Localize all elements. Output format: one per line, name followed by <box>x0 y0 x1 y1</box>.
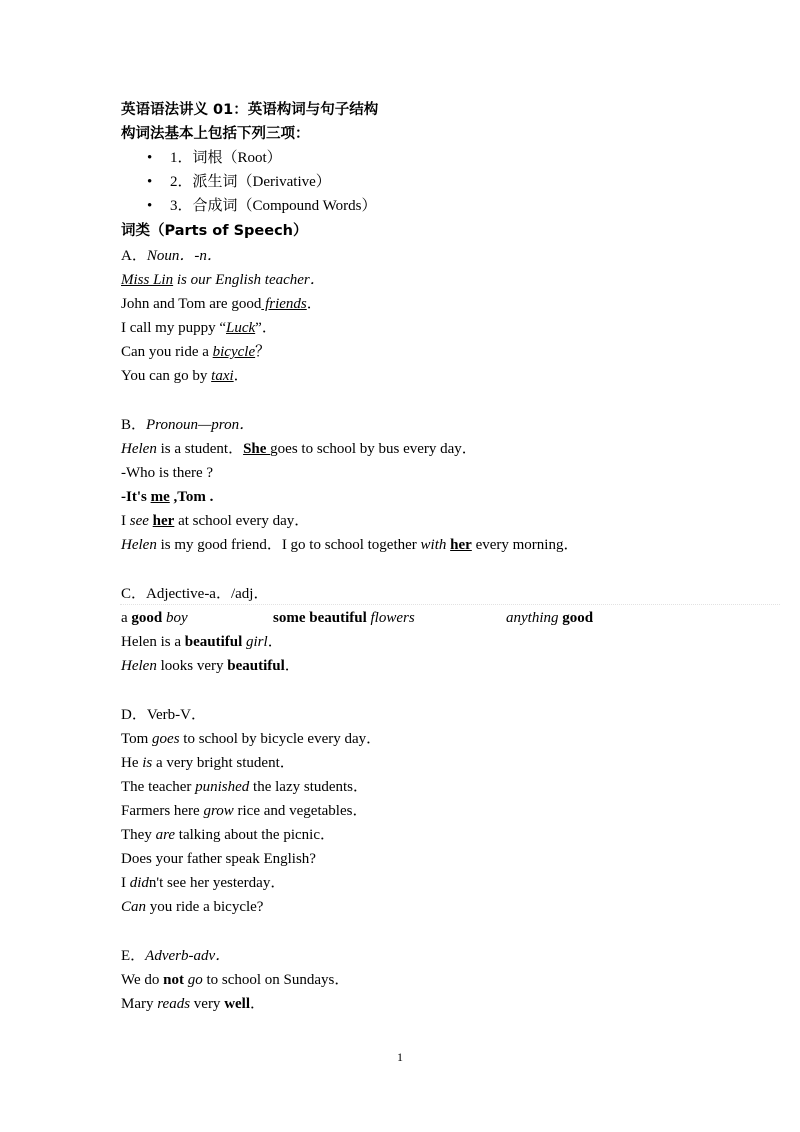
pronoun-example-4: I see her at school every day． <box>121 513 310 529</box>
section-d-heading: D．Verb-V． <box>121 707 206 723</box>
noun-example-4: Can you ride a bicycle？ <box>121 344 271 360</box>
adjective-example-3: Helen looks very beautiful． <box>121 658 300 674</box>
page-number: 1 <box>397 1050 403 1064</box>
noun-example-2: John and Tom are good friends． <box>121 296 322 312</box>
verb-example-2: He is a very bright student． <box>121 755 295 771</box>
verb-example-4: Farmers here grow rice and vegetables． <box>121 803 368 819</box>
pronoun-example-3: -It's me ,Tom . <box>121 489 214 505</box>
bullet-compound: 3．合成词（Compound Words） <box>170 198 377 214</box>
pronoun-example-1: Helen is a student．She goes to school by bus every day． <box>121 441 477 457</box>
verb-example-1: Tom goes to school by bicycle every day． <box>121 731 382 747</box>
adjective-example-1a: a good boy <box>121 610 188 626</box>
document-title: 英语语法讲义 01：英语构词与句子结构 <box>121 102 379 118</box>
dotted-divider <box>120 604 780 605</box>
section-e-heading: E．Adverb-adv． <box>121 948 231 964</box>
pronoun-example-5: Helen is my good friend．I go to school together with her every morning． <box>121 537 579 553</box>
bullet-dot: • <box>147 198 153 214</box>
adjective-example-1c: anything good <box>506 610 594 626</box>
section-a-heading: A．Noun．-n． <box>121 248 222 264</box>
bullet-dot: • <box>147 174 153 190</box>
noun-example-3: I call my puppy “Luck”． <box>121 320 277 336</box>
adjective-example-1b: some beautiful flowers <box>273 610 415 626</box>
verb-example-8: Can you ride a bicycle? <box>121 899 264 915</box>
noun-example-1: Miss Lin is our English teacher． <box>121 272 325 288</box>
noun-example-5: You can go by taxi． <box>121 368 249 384</box>
verb-example-6: Does your father speak English? <box>121 851 316 867</box>
verb-example-7: I didn't see her yesterday． <box>121 875 286 891</box>
pronoun-example-2: -Who is there ? <box>121 465 214 481</box>
adverb-example-1: We do not go to school on Sundays． <box>121 972 350 988</box>
intro-heading: 构词法基本上包括下列三项： <box>121 126 310 142</box>
section-c-heading: C．Adjective-a．/adj． <box>121 586 269 602</box>
bullet-root: 1．词根（Root） <box>170 150 282 166</box>
parts-of-speech-heading: 词类（Parts of Speech） <box>121 223 308 239</box>
verb-example-5: They are talking about the picnic． <box>121 827 335 843</box>
bullet-derivative: 2．派生词（Derivative） <box>170 174 331 190</box>
adjective-example-2: Helen is a beautiful girl． <box>121 634 283 650</box>
verb-example-3: The teacher punished the lazy students． <box>121 779 369 795</box>
adverb-example-2: Mary reads very well． <box>121 996 266 1012</box>
section-b-heading: B．Pronoun—pron． <box>121 417 255 433</box>
bullet-dot: • <box>147 150 153 166</box>
